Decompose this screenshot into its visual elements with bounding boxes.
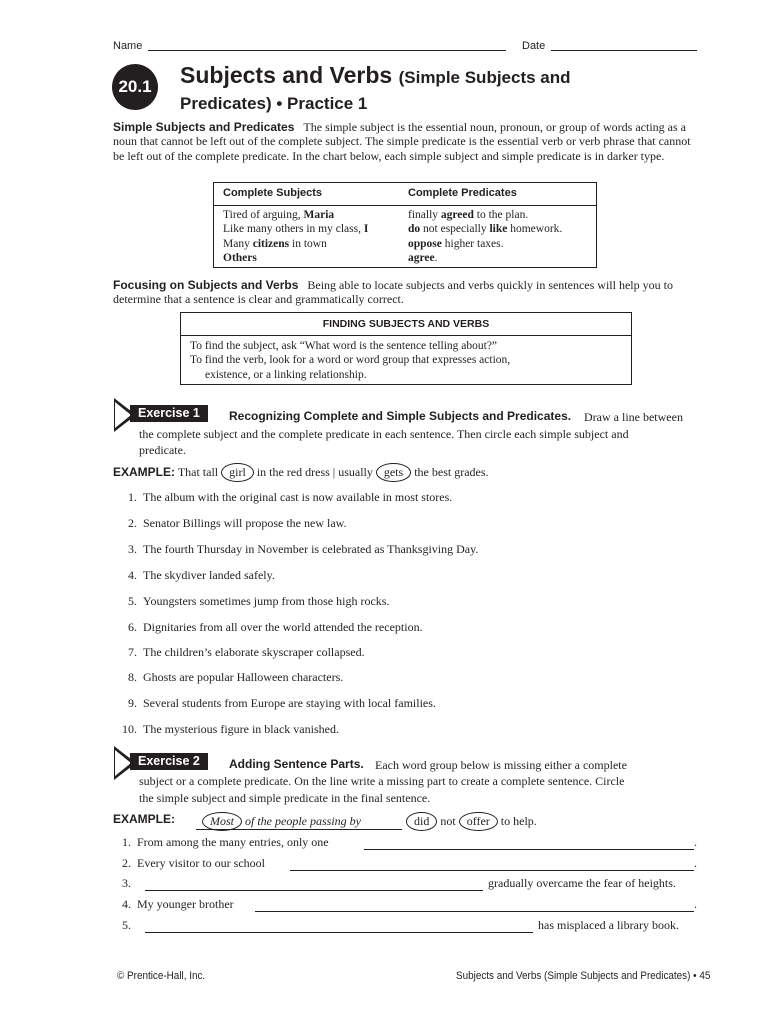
exercise2-text-3: the simple subject and simple predicate in the final sentence. [139, 791, 431, 805]
circled-verb: did [406, 812, 437, 831]
exercise2-arrow-inner-icon [115, 750, 131, 776]
table-row: Like many others in my class, I [223, 223, 369, 236]
list-item: 1. From among the many entries, only one [122, 835, 329, 849]
example-text: in the red dress | usually [256, 465, 373, 479]
footer-page-info: Subjects and Verbs (Simple Subjects and Predicates) • 45 [456, 970, 711, 982]
exercise1-arrow-inner-icon [115, 402, 131, 428]
focus-text: Being able to locate subjects and verbs quickly in sentences will help you to determine that a sentence is clear and grammatically correct. [113, 278, 673, 307]
list-item-text: gradually overcame the fear of heights. [488, 876, 676, 890]
sentence-end: . [694, 835, 697, 849]
list-item: 2. Senator Billings will propose the new law. [128, 516, 347, 530]
date-label: Date [522, 40, 546, 52]
exercise1-text-2: the complete subject and the complete predicate in each sentence. Then circle each simple subject and [139, 427, 629, 441]
list-item: 5. Youngsters sometimes jump from those high rocks. [128, 594, 390, 608]
list-item: 4. My younger brother [122, 897, 234, 911]
list-item: 6. Dignitaries from all over the world attended the reception. [128, 620, 423, 634]
example-label: EXAMPLE: [113, 812, 176, 826]
intro-heading: Simple Subjects and Predicates [113, 120, 295, 134]
example-text: not [440, 814, 456, 828]
list-item: 5. [122, 918, 131, 932]
col-header-predicates: Complete Predicates [408, 187, 517, 199]
subjects-predicates-table [213, 182, 597, 268]
table-row: Many citizens in town [223, 237, 327, 250]
list-item: 2. Every visitor to our school [122, 856, 265, 870]
table-row: Others [223, 251, 257, 264]
answer-line-3[interactable] [145, 890, 483, 891]
table-row: Tired of arguing, Maria [223, 209, 335, 221]
intro-text: The simple subject is the essential noun, pronoun, or group of words acting as a noun that cannot be left out of the complete subject. The simple predicate is the essential verb or verb phrase that cannot be left out of the complete predicate. In the chart below, each simple subject and simple predicate is in darker type. [113, 120, 691, 163]
circled-subject: Most [202, 812, 242, 831]
exercise1-example [113, 463, 489, 482]
sentence-end: . [694, 856, 697, 870]
col-header-subjects: Complete Subjects [223, 187, 323, 199]
exercise1-label: Exercise 1 [130, 405, 208, 422]
exercise2-text-2: subject or a complete predicate. On the line write a missing part to create a complete sentence. Circle [139, 774, 625, 788]
example-text: That tall [177, 465, 219, 479]
list-item: 8. Ghosts are popular Halloween characters. [128, 670, 344, 684]
title-sub-text: (Simple Subjects and [398, 68, 571, 87]
table-row: do not especially like homework. [408, 223, 563, 236]
list-item: 10. The mysterious figure in black vanished. [122, 722, 339, 736]
table-row: finally agreed to the plan. [408, 209, 529, 221]
title-main-text: Subjects and Verbs [180, 62, 393, 88]
box-line-1: To find the subject, ask “What word is the sentence telling about?” [190, 340, 498, 352]
exercise1-text-3: predicate. [139, 443, 186, 457]
exercise2-example-answer [202, 812, 361, 831]
exercise1-title: Recognizing Complete and Simple Subjects and Predicates. [229, 409, 572, 423]
example-text: to help. [500, 814, 537, 828]
name-field[interactable] [148, 50, 506, 51]
list-item: 7. The children’s elaborate skyscraper collapsed. [128, 645, 365, 659]
answer-line-2[interactable] [290, 870, 694, 871]
footer-copyright: © Prentice-Hall, Inc. [117, 970, 206, 982]
focus-paragraph [113, 278, 699, 307]
list-item: 3. [122, 876, 131, 890]
exercise2-title: Adding Sentence Parts. [229, 757, 364, 771]
intro-paragraph [113, 120, 699, 163]
list-item: 9. Several students from Europe are staying with local families. [128, 696, 436, 710]
exercise2-text-1: Each word group below is missing either a complete [375, 758, 627, 772]
example-text: of the people passing by [245, 814, 361, 828]
focus-heading: Focusing on Subjects and Verbs [113, 278, 299, 292]
exercise2-example-rest [406, 812, 537, 831]
list-item-text: has misplaced a library book. [538, 918, 679, 932]
circled-subject: girl [221, 463, 254, 482]
table-row: agree. [408, 251, 438, 264]
circled-verb: offer [459, 812, 498, 831]
finding-subjects-verbs-box [180, 312, 632, 385]
list-item: 4. The skydiver landed safely. [128, 568, 275, 582]
table-header-row [214, 183, 596, 206]
answer-line-5[interactable] [145, 932, 533, 933]
box-line-2: To find the verb, look for a word or word group that expresses action, [190, 354, 511, 367]
section-badge: 20.1 [112, 64, 158, 110]
date-field[interactable] [551, 50, 697, 51]
exercise2-example [113, 812, 175, 827]
sentence-end: . [694, 897, 697, 911]
answer-line-4[interactable] [255, 911, 694, 912]
exercise1-text-1: Draw a line between [584, 410, 683, 424]
example-text: the best grades. [414, 465, 489, 479]
list-item: 3. The fourth Thursday in November is celebrated as Thanksgiving Day. [128, 542, 479, 556]
exercise2-label: Exercise 2 [130, 753, 208, 770]
example-label: EXAMPLE: [113, 465, 176, 479]
box-header: FINDING SUBJECTS AND VERBS [181, 313, 631, 336]
table-row: oppose higher taxes. [408, 237, 504, 250]
circled-verb: gets [376, 463, 411, 482]
page-title [180, 62, 571, 89]
answer-line-1[interactable] [364, 849, 694, 850]
name-label: Name [113, 40, 143, 52]
box-line-3: existence, or a linking relationship. [205, 368, 367, 381]
list-item: 1. The album with the original cast is now available in most stores. [128, 490, 453, 504]
title-line2: Predicates) • Practice 1 [180, 94, 368, 113]
